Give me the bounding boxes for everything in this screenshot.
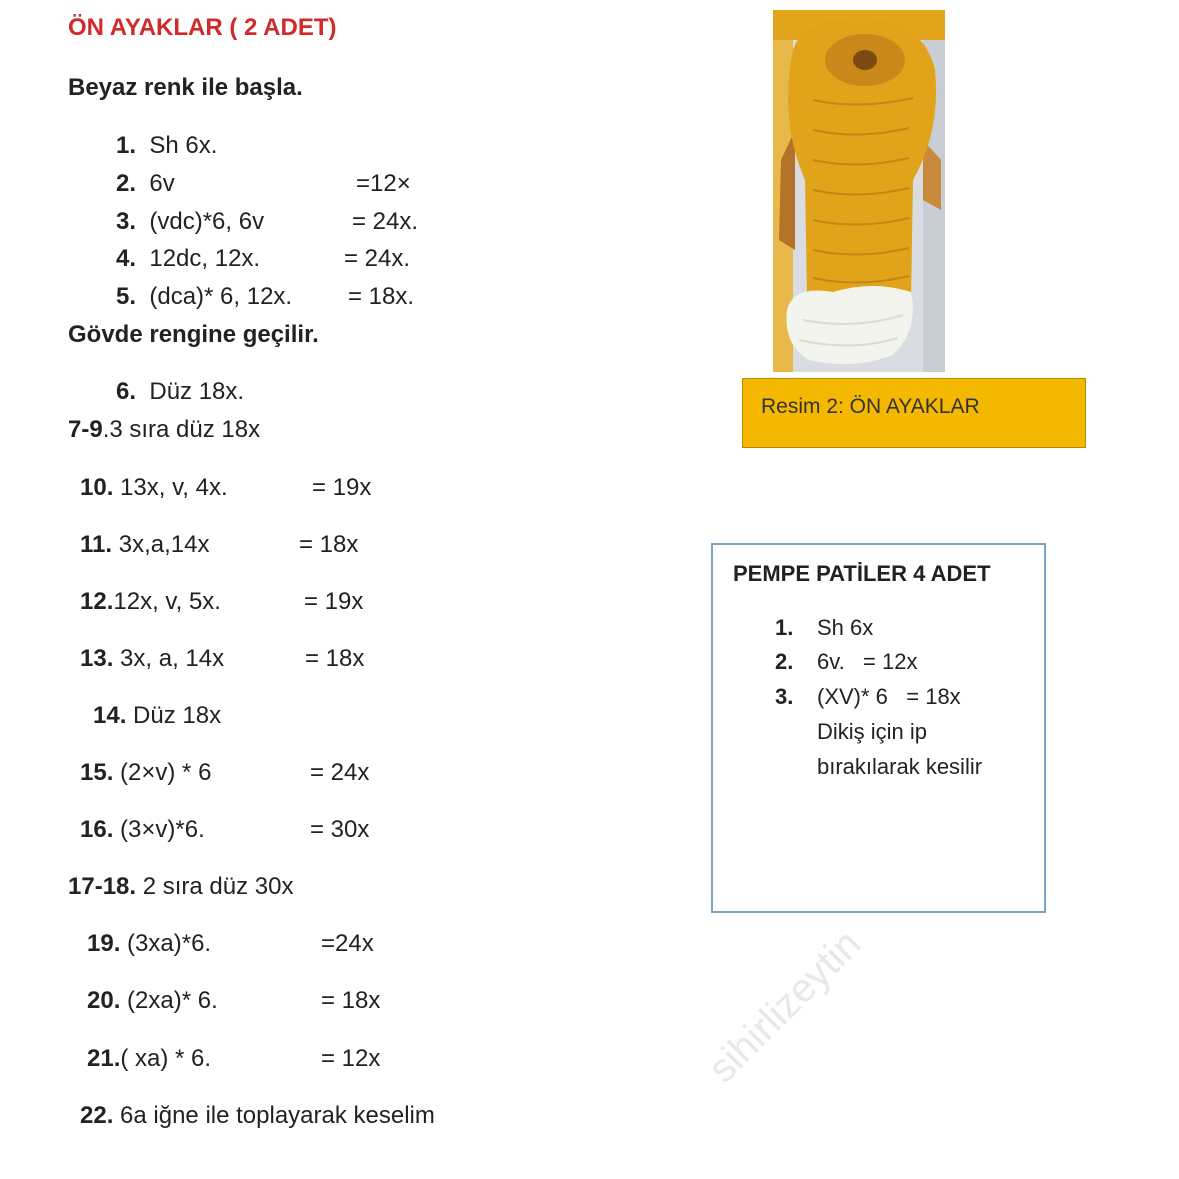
step-text: Düz 18x. (149, 378, 245, 405)
step-number: 1. (116, 132, 137, 159)
step-row (116, 208, 264, 236)
intro-text: Beyaz renk ile başla. (68, 74, 303, 101)
box-item-number: 1. (775, 615, 794, 640)
step-row (116, 378, 244, 406)
step-row (68, 873, 293, 901)
step-text: ( xa) * 6. (120, 1045, 212, 1072)
step-number: 13. (80, 645, 114, 672)
step-number: 4. (116, 245, 137, 272)
step-text: (dca)* 6, 12x. (149, 283, 293, 310)
step-number: 12. (80, 588, 114, 615)
box-item (775, 615, 873, 641)
step-result: = 18x (299, 531, 359, 558)
step-text: Düz 18x (126, 702, 222, 729)
step-row (116, 283, 292, 311)
step-row (87, 987, 218, 1015)
box-item (775, 684, 961, 710)
step-result: =24x (321, 930, 374, 957)
step-number: 2. (116, 170, 137, 197)
step-number: 16. (80, 816, 114, 843)
step-number: 15. (80, 759, 114, 786)
step-result: = 24x. (344, 245, 411, 272)
step-text: 13x, v, 4x. (113, 474, 228, 501)
step-row (80, 645, 224, 673)
box-item-text: Sh 6x (817, 615, 874, 640)
step-result: = 19x (304, 588, 364, 615)
caption-text: Resim 2: ÖN AYAKLAR (761, 395, 980, 418)
step-text: (3×v)*6. (113, 816, 205, 843)
step-text: (vdc)*6, 6v (149, 208, 265, 235)
step-text: 2 sıra düz 30x (136, 873, 294, 900)
step-text: 6a iğne ile toplayarak keselim (113, 1102, 435, 1129)
box-title: PEMPE PATİLER 4 ADET (733, 561, 991, 586)
box-item-text: 6v. = 12x (817, 649, 918, 674)
step-number: 5. (116, 283, 137, 310)
watermark: sihirlizeytin (700, 921, 870, 1092)
step-text: 3x,a,14x (112, 531, 210, 558)
step-text: (2×v) * 6 (113, 759, 212, 786)
step-number: 11. (80, 531, 113, 558)
step-number: 21. (87, 1045, 121, 1072)
step-result: = 18x. (348, 283, 415, 310)
step-result: = 12x (321, 1045, 381, 1072)
step-row (80, 531, 209, 559)
step-result: = 30x (310, 816, 370, 843)
color-change-note: Gövde rengine geçilir. (68, 321, 319, 348)
front-leg-photo (773, 10, 945, 372)
photo-caption (742, 378, 1086, 448)
box-item-number: 3. (775, 684, 794, 709)
step-text: 6v (149, 170, 175, 197)
step-text: 12dc, 12x. (149, 245, 261, 272)
step-row (87, 930, 211, 958)
pink-paws-box (711, 543, 1046, 913)
step-number: 20. (87, 987, 121, 1014)
step-result: = 18x (305, 645, 365, 672)
step-row (116, 132, 217, 160)
step-text: (2xa)* 6. (120, 987, 218, 1014)
step-number: 7-9 (68, 416, 103, 443)
step-text: (3xa)*6. (120, 930, 212, 957)
step-row (80, 474, 228, 502)
step-number: 22. (80, 1102, 114, 1129)
crochet-leg-illustration (773, 10, 945, 372)
step-number: 10. (80, 474, 114, 501)
step-number: 17-18. (68, 873, 137, 900)
box-item-text: (XV)* 6 = 18x (817, 684, 961, 709)
step-text: 12x, v, 5x. (113, 588, 221, 615)
step-row (80, 816, 205, 844)
step-result: = 18x (321, 987, 381, 1014)
step-text: Sh 6x. (149, 132, 218, 159)
step-row (93, 702, 221, 730)
step-row (116, 170, 175, 198)
step-row (87, 1045, 211, 1073)
step-row (80, 759, 211, 787)
box-item (775, 649, 917, 675)
step-result: = 24x. (352, 208, 419, 235)
box-item-number: 2. (775, 649, 794, 674)
step-text: 3x, a, 14x (113, 645, 225, 672)
step-result: = 24x (310, 759, 370, 786)
step-text: .3 sıra düz 18x (102, 416, 261, 443)
step-result: =12× (356, 170, 411, 197)
step-number: 19. (87, 930, 121, 957)
step-row (116, 245, 260, 273)
step-row (80, 1102, 435, 1130)
box-note-line: Dikiş için ip (817, 719, 928, 744)
step-number: 14. (93, 702, 127, 729)
box-note-line: bırakılarak kesilir (817, 754, 983, 779)
step-number: 6. (116, 378, 137, 405)
page-title: ÖN AYAKLAR ( 2 ADET) (68, 14, 337, 41)
step-row (68, 416, 260, 444)
step-result: = 19x (312, 474, 372, 501)
step-row (80, 588, 221, 616)
step-number: 3. (116, 208, 137, 235)
